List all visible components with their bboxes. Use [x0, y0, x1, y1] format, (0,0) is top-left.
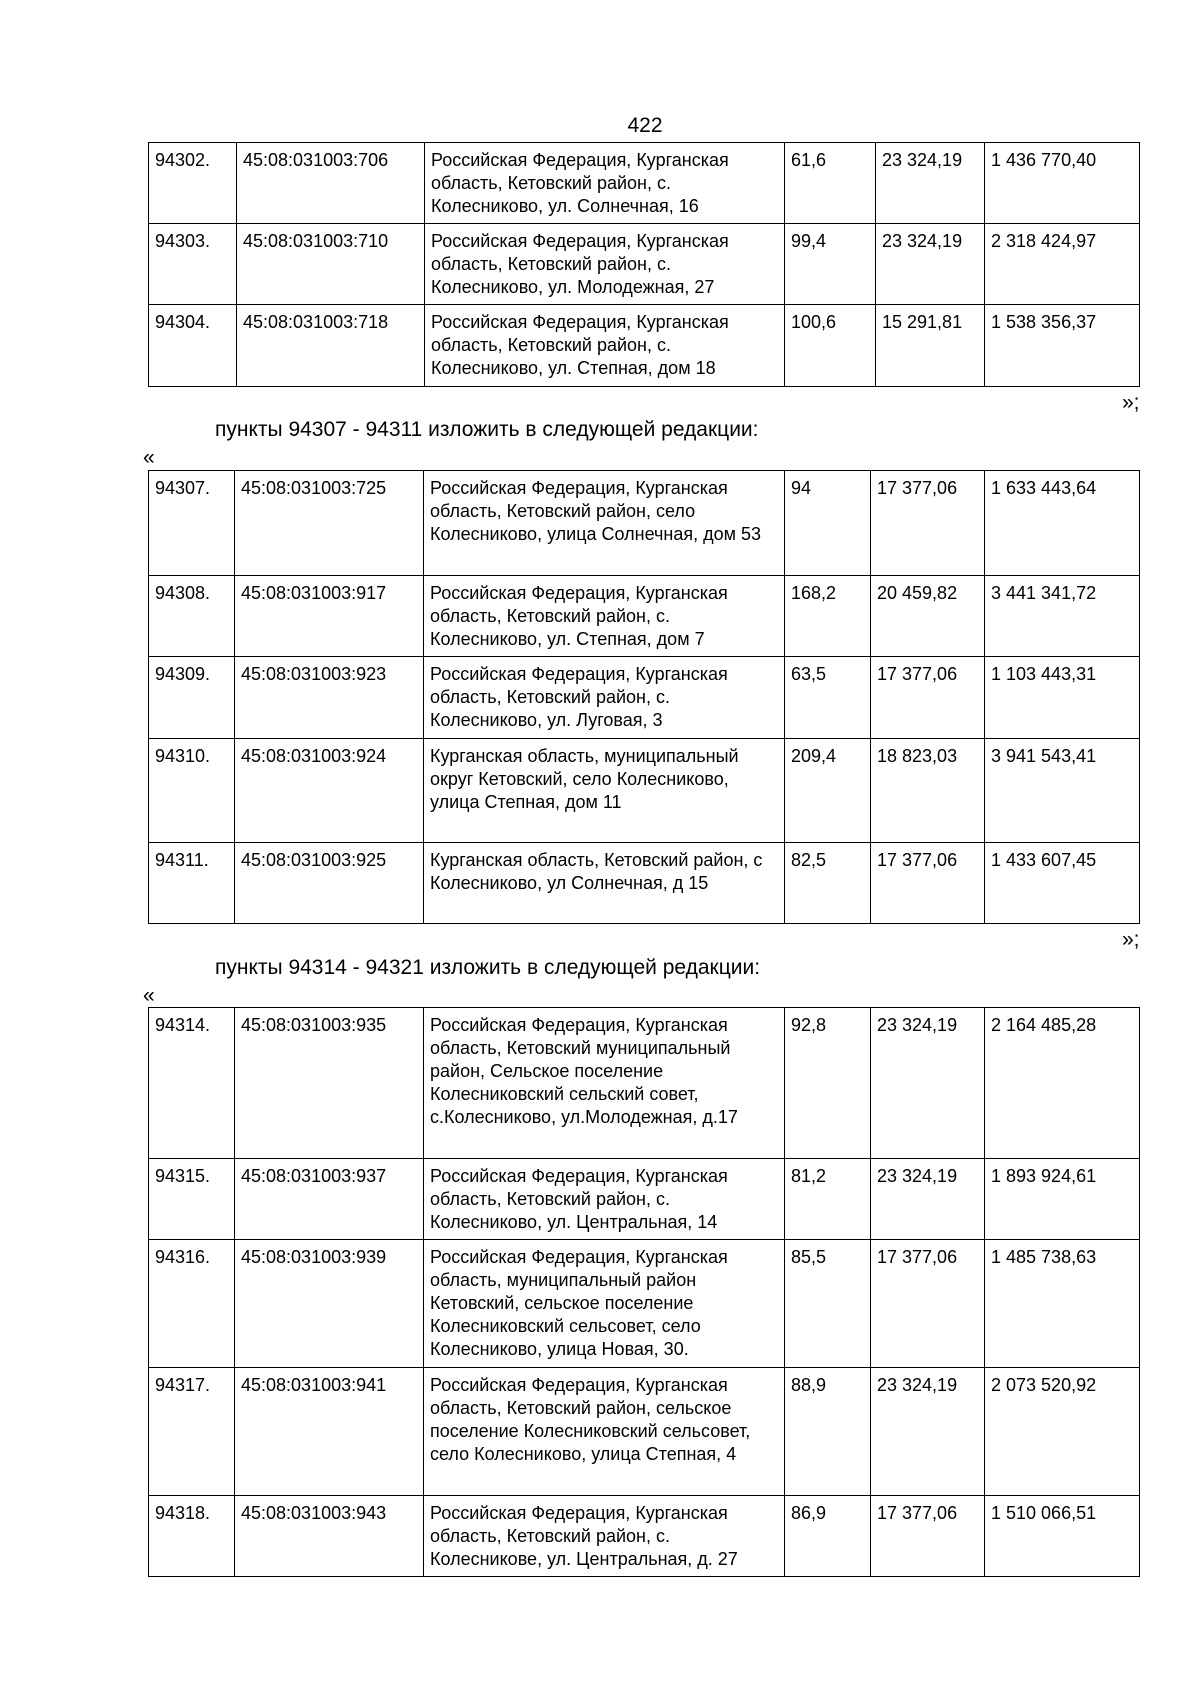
unit-price: 23 324,19: [876, 224, 985, 305]
registry-table-3: [148, 1007, 1140, 1577]
table-row: [149, 143, 1140, 224]
table-row: [149, 1008, 1140, 1159]
cadastral-number: 45:08:031003:935: [235, 1008, 424, 1159]
row-number: 94308.: [149, 576, 235, 657]
unit-price: 17 377,06: [871, 657, 985, 739]
table-row: [149, 1496, 1140, 1577]
address: Российская Федерация, Курганская область, Кетовский район, с. Колесниково, ул. Степная, дом 18: [425, 305, 785, 387]
row-number: 94307.: [149, 471, 235, 576]
amendment-instruction: пункты 94307 - 94311 изложить в следующей редакции:: [215, 418, 759, 441]
table-row: [149, 739, 1140, 843]
table-row: [149, 843, 1140, 924]
cadastral-value: 1 103 443,31: [985, 657, 1140, 739]
area: 100,6: [785, 305, 876, 387]
unit-price: 23 324,19: [871, 1159, 985, 1240]
registry-table-1: [148, 142, 1140, 387]
unit-price: 15 291,81: [876, 305, 985, 387]
row-number: 94302.: [149, 143, 237, 224]
table-row: [149, 576, 1140, 657]
area: 99,4: [785, 224, 876, 305]
address: Российская Федерация, Курганская область, Кетовский район, с. Колесникове, ул. Центральная, д. 27: [424, 1496, 785, 1577]
area: 81,2: [785, 1159, 871, 1240]
address: Российская Федерация, Курганская область, Кетовский район, сельское поселение Колесниковский сельсовет, село Колесниково, улица Степная, 4: [424, 1368, 785, 1496]
opening-quote-mark: «: [143, 984, 155, 1007]
row-number: 94311.: [149, 843, 235, 924]
row-number: 94315.: [149, 1159, 235, 1240]
opening-quote-mark: «: [143, 446, 155, 469]
unit-price: 17 377,06: [871, 1240, 985, 1368]
table-row: [149, 224, 1140, 305]
address: Российская Федерация, Курганская область, муниципальный район Кетовский, сельское поселение Колесниковский сельсовет, село Колесниково, улица Новая, 30.: [424, 1240, 785, 1368]
unit-price: 18 823,03: [871, 739, 985, 843]
address: Курганская область, муниципальный округ Кетовский, село Колесниково, улица Степная, дом 11: [424, 739, 785, 843]
area: 86,9: [785, 1496, 871, 1577]
page-number: 422: [627, 114, 663, 137]
cadastral-value: 1 510 066,51: [985, 1496, 1140, 1577]
table-row: [149, 1159, 1140, 1240]
row-number: 94304.: [149, 305, 237, 387]
cadastral-number: 45:08:031003:943: [235, 1496, 424, 1577]
row-number: 94303.: [149, 224, 237, 305]
area: 63,5: [785, 657, 871, 739]
area: 94: [785, 471, 871, 576]
registry-table-2: [148, 470, 1140, 924]
area: 85,5: [785, 1240, 871, 1368]
cadastral-value: 2 164 485,28: [985, 1008, 1140, 1159]
cadastral-number: 45:08:031003:925: [235, 843, 424, 924]
address: Российская Федерация, Курганская область, Кетовский район, с. Колесниково, ул. Солнечная, 16: [425, 143, 785, 224]
table-row: [149, 471, 1140, 576]
cadastral-value: 1 893 924,61: [985, 1159, 1140, 1240]
cadastral-number: 45:08:031003:941: [235, 1368, 424, 1496]
cadastral-number: 45:08:031003:923: [235, 657, 424, 739]
area: 82,5: [785, 843, 871, 924]
amendment-instruction: пункты 94314 - 94321 изложить в следующей редакции:: [215, 956, 761, 979]
closing-quote-mark: »;: [1122, 928, 1140, 951]
unit-price: 23 324,19: [876, 143, 985, 224]
address: Российская Федерация, Курганская область, Кетовский район, с. Колесниково, ул. Луговая, 3: [424, 657, 785, 739]
unit-price: 17 377,06: [871, 843, 985, 924]
cadastral-value: 2 318 424,97: [985, 224, 1140, 305]
closing-quote-mark: »;: [1122, 391, 1140, 414]
row-number: 94317.: [149, 1368, 235, 1496]
cadastral-value: 1 485 738,63: [985, 1240, 1140, 1368]
cadastral-value: 3 441 341,72: [985, 576, 1140, 657]
table-row: [149, 657, 1140, 739]
cadastral-number: 45:08:031003:939: [235, 1240, 424, 1368]
address: Российская Федерация, Курганская область, Кетовский район, с. Колесниково, ул. Центральная, 14: [424, 1159, 785, 1240]
unit-price: 20 459,82: [871, 576, 985, 657]
cadastral-number: 45:08:031003:718: [237, 305, 425, 387]
area: 168,2: [785, 576, 871, 657]
table-row: [149, 305, 1140, 387]
area: 209,4: [785, 739, 871, 843]
unit-price: 17 377,06: [871, 1496, 985, 1577]
row-number: 94309.: [149, 657, 235, 739]
area: 61,6: [785, 143, 876, 224]
row-number: 94316.: [149, 1240, 235, 1368]
area: 92,8: [785, 1008, 871, 1159]
row-number: 94318.: [149, 1496, 235, 1577]
cadastral-number: 45:08:031003:917: [235, 576, 424, 657]
unit-price: 17 377,06: [871, 471, 985, 576]
cadastral-number: 45:08:031003:924: [235, 739, 424, 843]
address: Российская Федерация, Курганская область, Кетовский район, село Колесниково, улица Солнечная, дом 53: [424, 471, 785, 576]
cadastral-number: 45:08:031003:706: [237, 143, 425, 224]
address: Российская Федерация, Курганская область, Кетовский муниципальный район, Сельское поселение Колесниковский сельский совет, с.Колесниково, ул.Молодежная, д.17: [424, 1008, 785, 1159]
table-row: [149, 1240, 1140, 1368]
unit-price: 23 324,19: [871, 1008, 985, 1159]
cadastral-value: 1 436 770,40: [985, 143, 1140, 224]
cadastral-number: 45:08:031003:937: [235, 1159, 424, 1240]
cadastral-value: 2 073 520,92: [985, 1368, 1140, 1496]
cadastral-number: 45:08:031003:710: [237, 224, 425, 305]
table-row: [149, 1368, 1140, 1496]
unit-price: 23 324,19: [871, 1368, 985, 1496]
address: Российская Федерация, Курганская область, Кетовский район, с. Колесниково, ул. Степная, дом 7: [424, 576, 785, 657]
row-number: 94310.: [149, 739, 235, 843]
area: 88,9: [785, 1368, 871, 1496]
address: Российская Федерация, Курганская область, Кетовский район, с. Колесниково, ул. Молодежная, 27: [425, 224, 785, 305]
cadastral-value: 3 941 543,41: [985, 739, 1140, 843]
row-number: 94314.: [149, 1008, 235, 1159]
cadastral-value: 1 538 356,37: [985, 305, 1140, 387]
cadastral-value: 1 633 443,64: [985, 471, 1140, 576]
address: Курганская область, Кетовский район, с Колесниково, ул Солнечная, д 15: [424, 843, 785, 924]
cadastral-value: 1 433 607,45: [985, 843, 1140, 924]
cadastral-number: 45:08:031003:725: [235, 471, 424, 576]
